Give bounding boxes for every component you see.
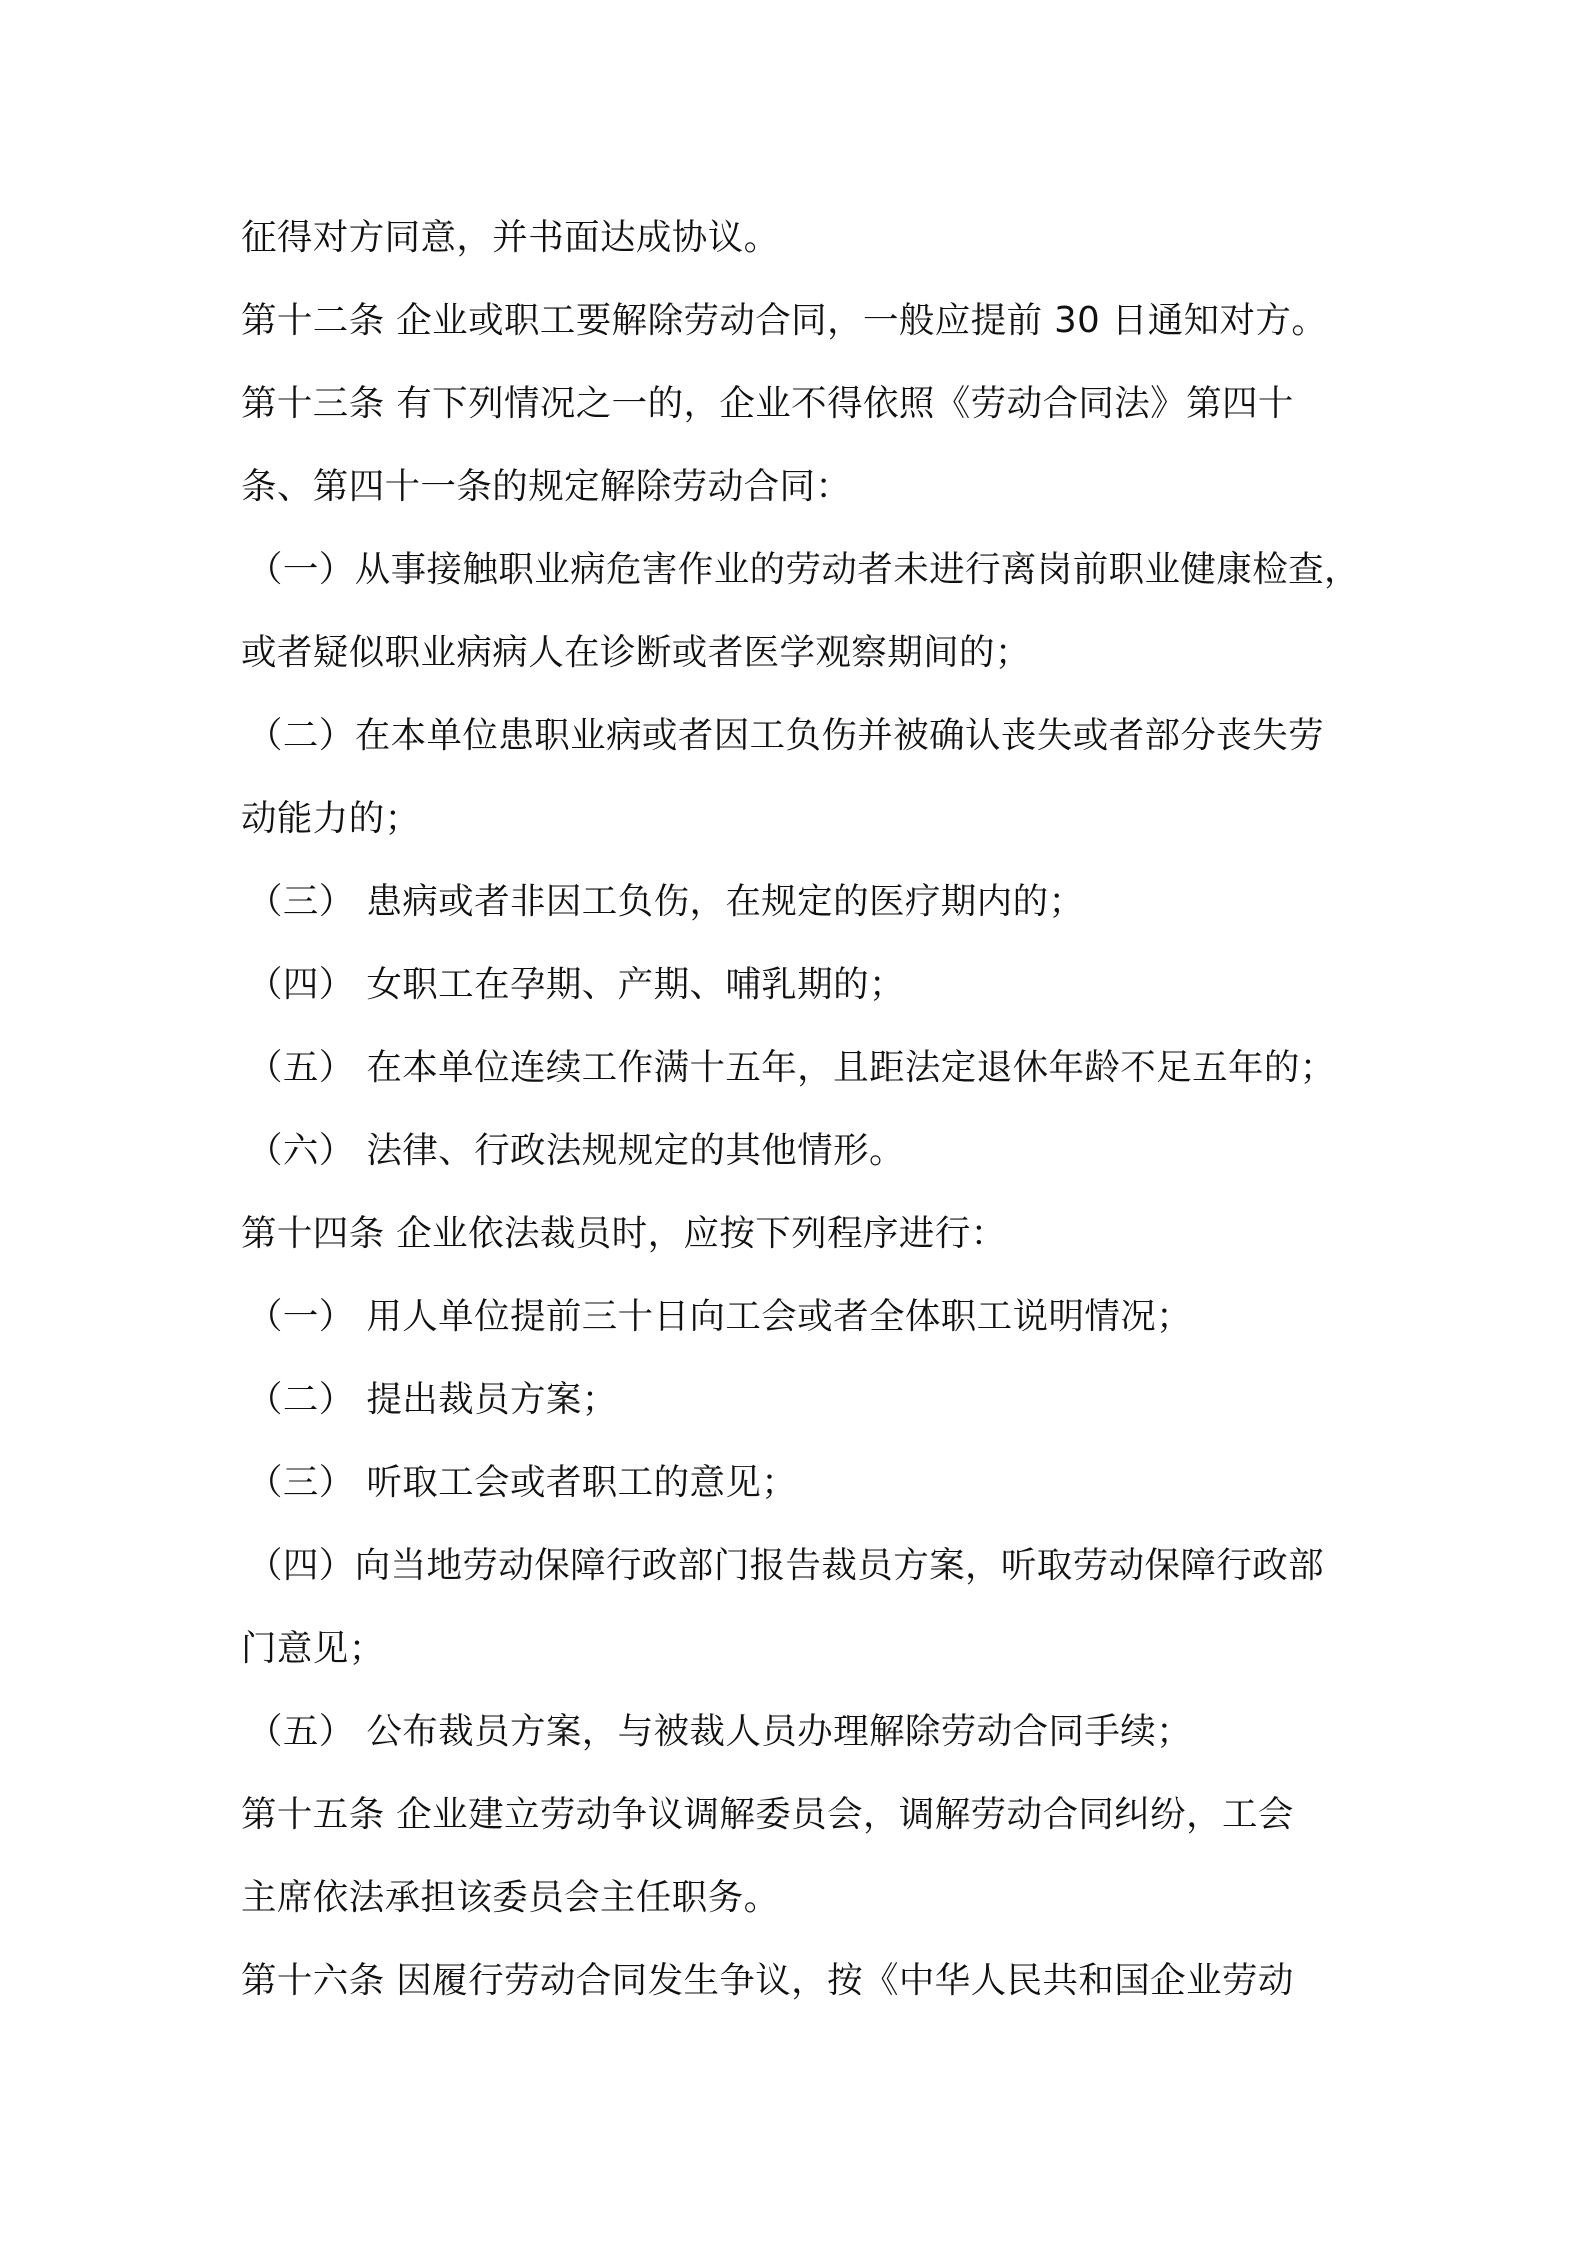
text-line: 条、第四十一条的规定解除劳动合同： — [241, 466, 852, 507]
list-item: （四） 女职工在孕期、产期、哺乳期的； — [247, 964, 905, 1005]
list-item: （二）在本单位患职业病或者因工负伤并被确认丧失或者部分丧失劳 — [247, 715, 1325, 756]
list-item: （一）从事接触职业病危害作业的劳动者未进行离岗前职业健康检查， — [247, 549, 1360, 590]
article-14-line: 第十四条 企业依法裁员时，应按下列程序进行： — [241, 1213, 1007, 1254]
text-line: 征得对方同意，并书面达成协议。 — [241, 217, 780, 258]
text-line: 主席依法承担该委员会主任职务。 — [241, 1877, 780, 1918]
article-15-line: 第十五条 企业建立劳动争议调解委员会，调解劳动合同纠纷，工会 — [241, 1794, 1294, 1835]
article-12-line: 第十二条 企业或职工要解除劳动合同，一般应提前 30 日通知对方。 — [241, 300, 1328, 341]
list-item: （三） 听取工会或者职工的意见； — [247, 1462, 798, 1503]
text-line: 门意见； — [241, 1628, 385, 1669]
document-body — [241, 196, 1361, 2022]
list-item: （二） 提出裁员方案； — [247, 1379, 618, 1420]
list-item: （五） 在本单位连续工作满十五年，且距法定退休年龄不足五年的； — [247, 1047, 1336, 1088]
list-item: （四）向当地劳动保障行政部门报告裁员方案，听取劳动保障行政部 — [247, 1545, 1325, 1586]
list-item: （六） 法律、行政法规规定的其他情形。 — [247, 1130, 905, 1171]
list-item: （五） 公布裁员方案，与被裁人员办理解除劳动合同手续； — [247, 1711, 1193, 1752]
list-item: （一） 用人单位提前三十日向工会或者全体职工说明情况； — [247, 1296, 1193, 1337]
article-16-line: 第十六条 因履行劳动合同发生争议，按《中华人民共和国企业劳动 — [241, 1960, 1294, 2001]
text-line: 或者疑似职业病病人在诊断或者医学观察期间的； — [241, 632, 1031, 673]
article-13-line: 第十三条 有下列情况之一的，企业不得依照《劳动合同法》第四十 — [241, 383, 1294, 424]
text-line: 动能力的； — [241, 798, 421, 839]
list-item: （三） 患病或者非因工负伤，在规定的医疗期内的； — [247, 881, 1085, 922]
